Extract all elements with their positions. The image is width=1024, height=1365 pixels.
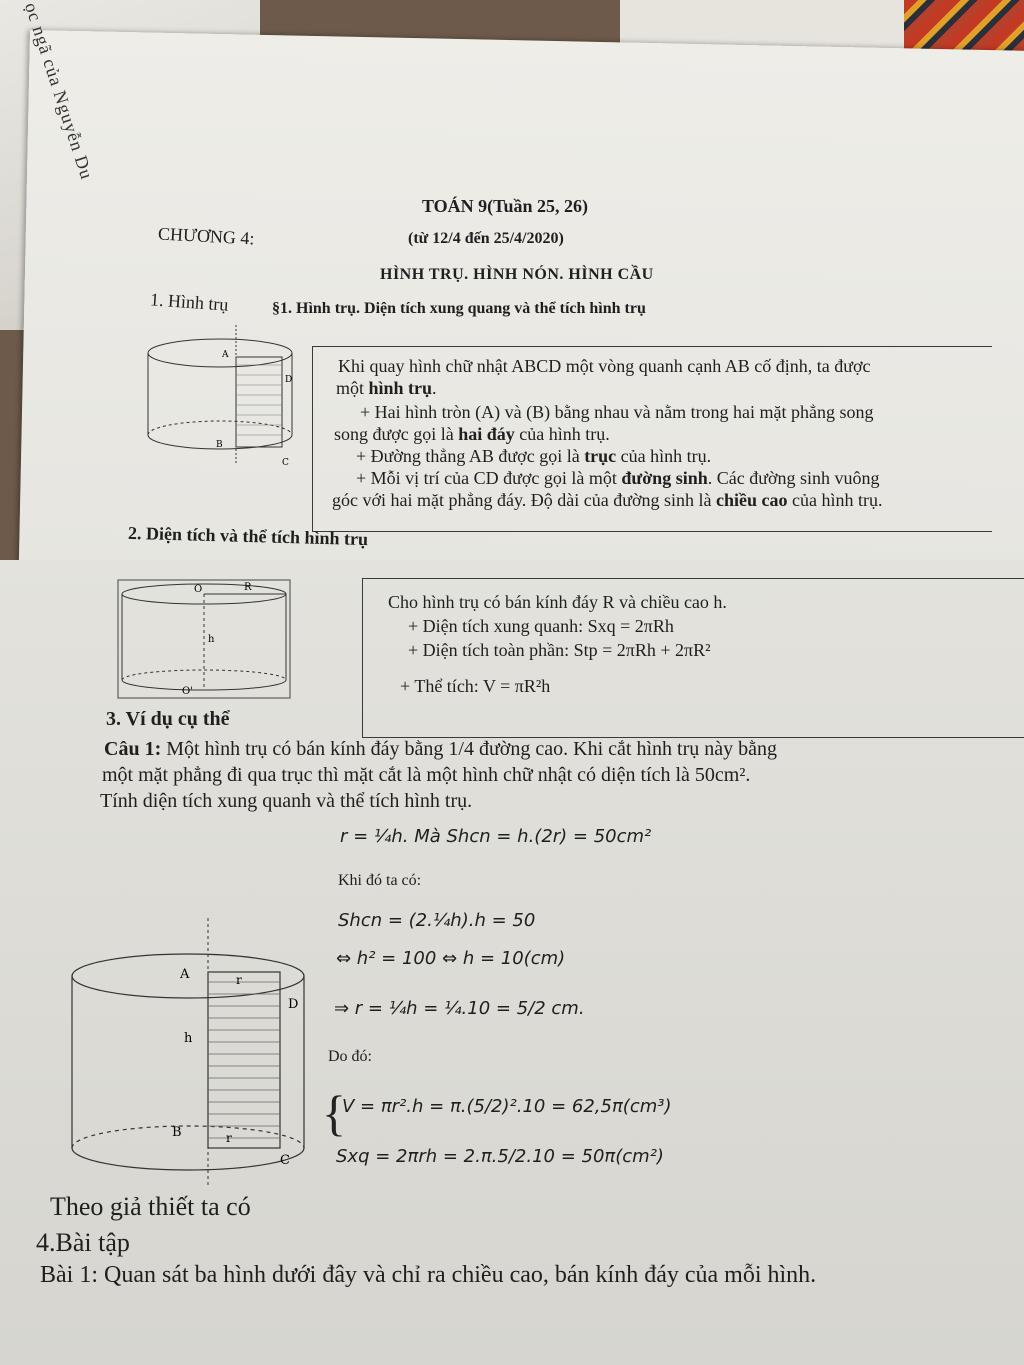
fig3-label-r-bottom: r	[226, 1131, 232, 1145]
def-line-3: + Hai hình tròn (A) và (B) bằng nhau và nằm trong hai mặt phẳng song	[360, 402, 874, 422]
solution-step-5: ⇒ r = ¼h = ¼.10 = 5/2 cm.	[334, 998, 585, 1019]
solution-step-1: r = ¼h. Mà Shcn = h.(2r) = 50cm²	[340, 826, 652, 847]
chapter-title: HÌNH TRỤ. HÌNH NÓN. HÌNH CẦU	[380, 266, 654, 283]
fig1-label-B: B	[216, 440, 223, 450]
def-line-6: + Mỗi vị trí của CD được gọi là một đường sinh. Các đường sinh vuông	[356, 468, 880, 488]
solution-lateral-area: Sxq = 2πrh = 2.π.5/2.10 = 50π(cm²)	[336, 1146, 664, 1167]
def-line-7: góc với hai mặt phẳng đáy. Độ dài của đường sinh là chiều cao của hình trụ.	[332, 490, 883, 510]
question-line-1: Câu 1: Một hình trụ có bán kính đáy bằng 1/4 đường cao. Khi cắt hình trụ này bằng	[104, 738, 777, 760]
formula-lateral-area: + Diện tích xung quanh: Sxq = 2πRh	[408, 616, 674, 636]
fig3-label-r-top: r	[236, 973, 242, 987]
question-line-3: Tính diện tích xung quanh và thể tích hình trụ.	[100, 790, 473, 812]
page-dates: (từ 12/4 đến 25/4/2020)	[408, 230, 564, 247]
fig3-label-A: A	[180, 967, 190, 982]
section1-heading: §1. Hình trụ. Diện tích xung quang và thể tích hình trụ	[272, 300, 646, 317]
formula-volume: + Thể tích: V = πR²h	[400, 676, 551, 696]
fig3-label-B: B	[172, 1125, 182, 1140]
fig2-label-O2: O'	[182, 686, 193, 697]
def-line-2: một hình trụ.	[336, 378, 437, 398]
exercise-1: Bài 1: Quan sát ba hình dưới đây và chỉ ra chiều cao, bán kính đáy của mỗi hình.	[40, 1262, 817, 1288]
fig3-label-h: h	[184, 1031, 193, 1046]
solution-step-2: Khi đó ta có:	[338, 872, 422, 889]
fig3-label-D: D	[288, 997, 299, 1012]
solution-step-3: Shcn = (2.¼h).h = 50	[338, 910, 536, 931]
fig2-label-R: R	[244, 582, 252, 593]
solution-step-4: ⇔ h² = 100 ⇔ h = 10(cm)	[336, 948, 566, 969]
margin-text: ọc ngã của Nguyễn Du	[20, 0, 98, 183]
fig2-label-O: O	[194, 584, 203, 595]
fig1-label-C: C	[282, 458, 289, 468]
question-line-2: một mặt phẳng đi qua trục thì mặt cắt là một hình chữ nhật có diện tích là 50cm².	[102, 764, 751, 786]
system-brace: {	[322, 1085, 346, 1141]
given-text: Theo giả thiết ta có	[50, 1192, 251, 1221]
cylinder-figure-1	[140, 325, 310, 485]
def-line-1: Khi quay hình chữ nhật ABCD một vòng quanh cạnh AB cố định, ta được	[338, 356, 871, 376]
def-line-4: song được gọi là hai đáy của hình trụ.	[334, 424, 610, 444]
cylinder-figure-2	[116, 578, 296, 702]
fig1-label-D: D	[285, 375, 293, 385]
fig2-label-h: h	[208, 634, 215, 645]
solution-volume: V = πr².h = π.(5/2)².10 = 62,5π(cm³)	[342, 1096, 672, 1117]
section4-heading: 4.Bài tập	[36, 1228, 130, 1257]
section2-heading: 2. Diện tích và thể tích hình trụ	[127, 522, 369, 550]
cylinder-figure-3	[68, 918, 308, 1188]
formula-intro: Cho hình trụ có bán kính đáy R và chiều cao h.	[388, 592, 727, 612]
chapter-label: CHƯƠNG 4:	[157, 223, 255, 249]
fig3-label-C: C	[280, 1153, 290, 1168]
fig1-label-A: A	[222, 350, 229, 360]
solution-step-6: Do đó:	[328, 1048, 372, 1065]
page-title: TOÁN 9(Tuần 25, 26)	[422, 196, 589, 216]
formula-total-area: + Diện tích toàn phần: Stp = 2πRh + 2πR²	[408, 640, 711, 660]
section1-subheading: 1. Hình trụ	[149, 289, 230, 315]
section3-heading: 3. Ví dụ cụ thể	[106, 708, 230, 730]
def-line-5: + Đường thẳng AB được gọi là trục của hình trụ.	[356, 446, 712, 466]
